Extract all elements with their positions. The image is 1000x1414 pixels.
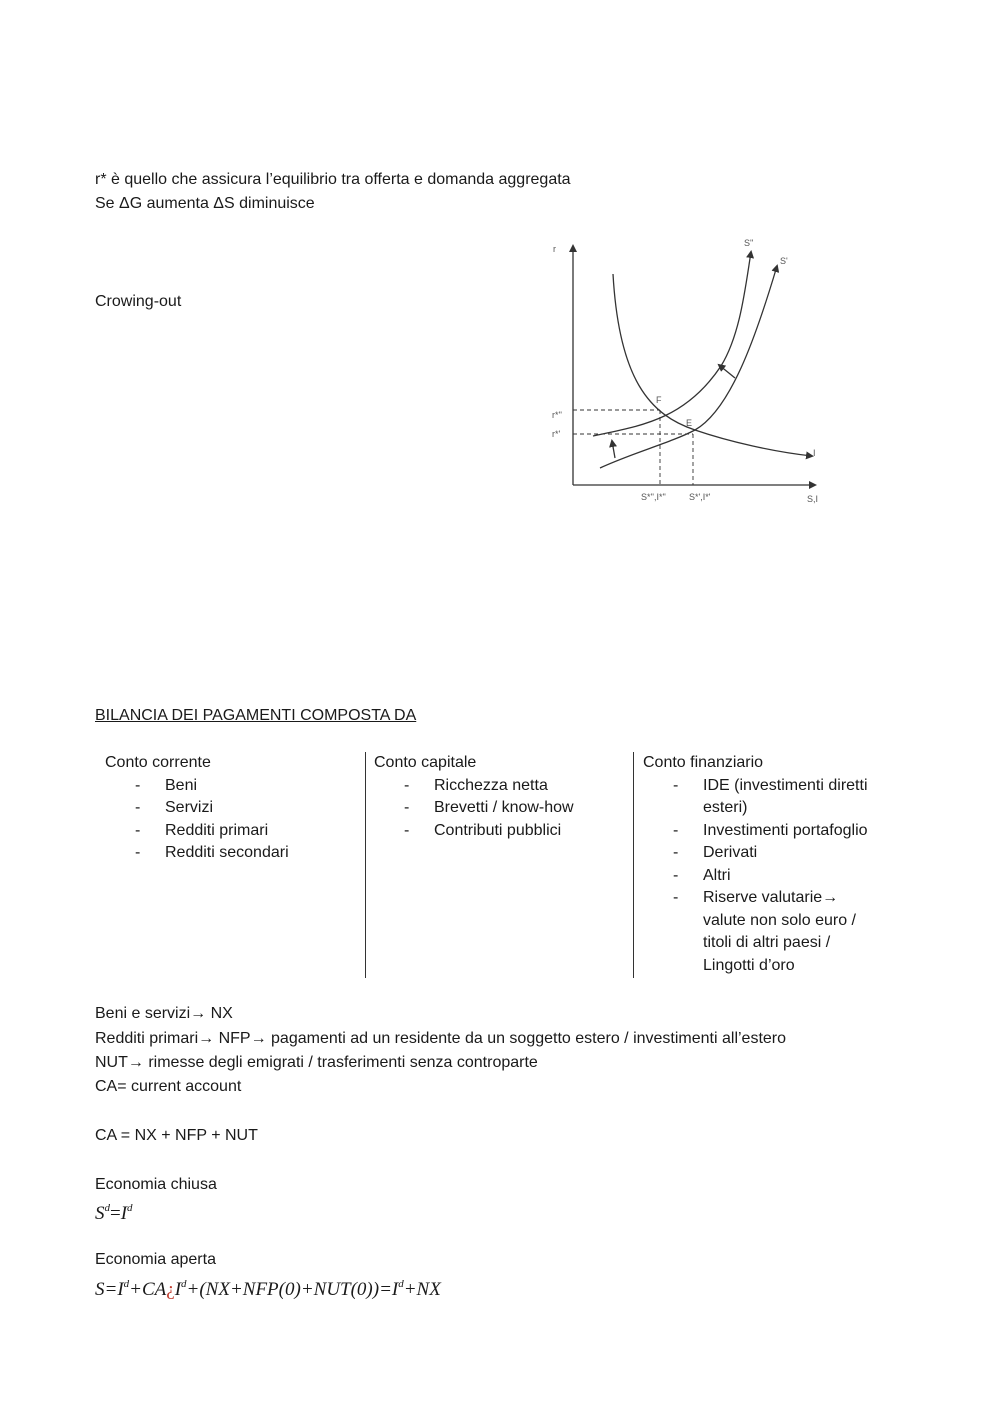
column-divider: [365, 752, 366, 978]
open-economy-label: Economia aperta: [95, 1251, 216, 1268]
column-conto-finanziario: [643, 752, 868, 977]
shift-arrow-upper: [719, 365, 735, 378]
column-title: Conto finanziario: [643, 754, 764, 771]
savings-curve-s2: [593, 252, 751, 436]
shift-arrow-lower: [612, 441, 615, 458]
curve-s2-label: S'': [744, 238, 754, 248]
eq-sup: d: [123, 1278, 130, 1290]
column-title: Conto capitale: [374, 754, 477, 771]
eq-part: I: [174, 1279, 182, 1300]
investment-curve: [613, 274, 812, 456]
eq-part: +NX: [403, 1279, 441, 1300]
open-economy-equation: [95, 1274, 441, 1300]
note-current-account: CA= current account: [95, 1078, 242, 1095]
eq-part: +(NX+NFP(0)+NUT(0))=I: [186, 1279, 399, 1300]
column-title: Conto corrente: [105, 754, 211, 771]
list-item-continuation: valute non solo euro /: [703, 911, 856, 929]
list-item-continuation: esteri): [703, 799, 748, 816]
note-nut: NUT→ rimesse degli emigrati / trasferimenti senza controparte: [95, 1054, 538, 1071]
eq-s: S: [95, 1203, 105, 1224]
list-item: - Beni: [105, 775, 289, 798]
crowding-out-label: Crowing-out: [95, 293, 182, 310]
eq-sup: d: [127, 1202, 133, 1214]
list-item: - Brevetti / know-how: [374, 797, 574, 820]
r-star1-label: r*': [552, 429, 561, 439]
intro-line-1: r* è quello che assicura l’equilibrio tra offerta e domanda aggregata: [95, 171, 571, 188]
list-item: - Servizi: [105, 797, 289, 820]
column-conto-capitale: [374, 752, 574, 842]
r-star2-label: r*'': [552, 410, 562, 420]
savings-investment-graph: [545, 230, 835, 520]
closed-economy-equation: [95, 1198, 133, 1224]
list-item: - Investimenti portafoglio: [643, 820, 868, 843]
list-item: - Redditi primari: [105, 820, 289, 843]
eq-part: S=I: [95, 1279, 124, 1300]
x-star2-label: S*'',I*'': [641, 492, 666, 502]
curve-s1-label: S': [780, 256, 788, 266]
x-star1-label: S*',I*': [689, 492, 711, 502]
ca-formula: CA = NX + NFP + NUT: [95, 1127, 258, 1144]
savings-curve-s1: [600, 266, 777, 468]
eq-part: +CA: [129, 1279, 167, 1300]
y-axis-label: r: [553, 244, 556, 254]
closed-economy-label: Economia chiusa: [95, 1176, 217, 1193]
eq-sup: d: [398, 1278, 404, 1290]
eq-equals: =: [110, 1203, 121, 1224]
list-item: - Contributi pubblici: [374, 820, 574, 843]
note-beni-servizi: Beni e servizi→ NX: [95, 1005, 233, 1022]
list-item: - Derivati: [643, 842, 868, 865]
list-item-continuation: titoli di altri paesi /: [703, 934, 831, 951]
eq-inverted-question: ¿: [166, 1279, 175, 1300]
x-axis-label: S,I: [807, 494, 819, 504]
eq-i: I: [120, 1203, 128, 1224]
curve-i-label: I: [813, 448, 816, 458]
list-item: - Altri: [643, 865, 868, 888]
column-conto-corrente: [105, 752, 289, 865]
list-item: - Ricchezza netta: [374, 775, 574, 798]
list-item: - IDE (investimenti diretti: [643, 775, 868, 798]
intro-line-2: Se ΔG aumenta ΔS diminuisce: [95, 195, 315, 212]
eq-sup: d: [104, 1202, 110, 1214]
point-f-label: F: [656, 395, 662, 405]
note-redditi-primari: Redditi primari→ NFP→ pagamenti ad un residente da un soggetto estero / investimenti all’estero: [95, 1030, 787, 1047]
list-item: - Redditi secondari: [105, 842, 289, 865]
column-divider: [633, 752, 634, 978]
eq-sup: d: [181, 1278, 187, 1290]
list-item: - Riserve valutarie→: [643, 887, 868, 910]
section-title: BILANCIA DEI PAGAMENTI COMPOSTA DA: [95, 707, 417, 724]
list-item-continuation: Lingotti d’oro: [703, 956, 795, 974]
point-e-label: E: [686, 418, 693, 428]
